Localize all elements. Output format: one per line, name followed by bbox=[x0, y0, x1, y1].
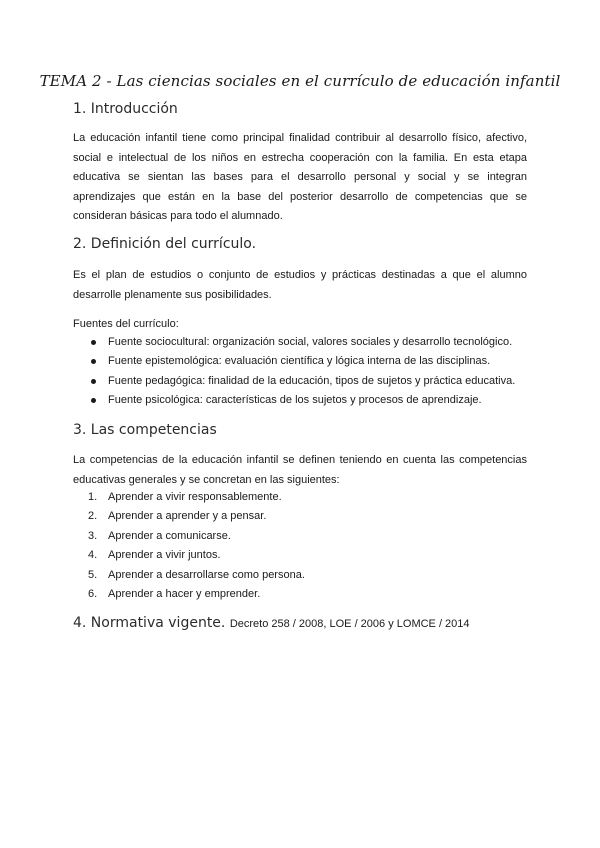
list-number: 1. bbox=[88, 491, 98, 503]
paragraph-competencias bbox=[73, 451, 527, 490]
list-item bbox=[108, 333, 515, 352]
list-number: 5. bbox=[88, 568, 98, 581]
list-item bbox=[108, 391, 515, 410]
list-item-text: Fuente psicológica: características de los sujetos y procesos de aprendizaje. bbox=[108, 394, 482, 407]
list-item bbox=[88, 546, 305, 565]
section-heading-competencias: 3. Las competencias bbox=[73, 422, 217, 438]
paragraph-line: social e intelectual de los niños en estrecha cooperación con la familia. En esta etapa bbox=[73, 151, 527, 164]
list-item-text: Fuente epistemológica: evaluación científica y lógica interna de las disciplinas. bbox=[108, 355, 491, 368]
list-item-text: Fuente sociocultural: organización social, valores sociales y desarrollo tecnológico. bbox=[108, 336, 513, 348]
list-item-text: Fuente pedagógica: finalidad de la educación, tipos de sujetos y práctica educativa. bbox=[108, 374, 516, 387]
list-item-text: Aprender a vivir responsablemente. bbox=[108, 491, 282, 503]
paragraph-introduccion bbox=[73, 129, 527, 227]
sources-label: Fuentes del currículo: bbox=[73, 318, 179, 330]
paragraph-line: consideran básicas para todo el alumnado. bbox=[73, 210, 283, 223]
list-item-text: Aprender a comunicarse. bbox=[108, 529, 231, 542]
list-number: 6. bbox=[88, 587, 98, 600]
list-item bbox=[88, 507, 305, 526]
normativa-heading-text: 4. Normativa vigente. bbox=[73, 615, 226, 631]
list-item bbox=[88, 488, 305, 507]
list-item bbox=[108, 372, 515, 391]
list-item bbox=[88, 585, 305, 604]
paragraph-line: La competencias de la educación infantil se definen teniendo en cuenta las competencias bbox=[73, 454, 527, 466]
paragraph-line: desarrolle plenamente sus posibilidades. bbox=[73, 288, 272, 301]
bullet-icon bbox=[91, 398, 96, 403]
list-item-text: Aprender a desarrollarse como persona. bbox=[108, 568, 305, 581]
list-item-text: Aprender a hacer y emprender. bbox=[108, 587, 261, 600]
paragraph-line: educativas generales y se concretan en las siguientes: bbox=[73, 473, 340, 486]
list-item bbox=[88, 527, 305, 546]
paragraph-line: Es el plan de estudios o conjunto de estudios y prácticas destinadas a que el alumno bbox=[73, 269, 527, 281]
list-item-text: Aprender a aprender y a pensar. bbox=[108, 510, 267, 523]
paragraph-line: La educación infantil tiene como principal finalidad contribuir al desarrollo físico, afectivo, bbox=[73, 132, 527, 144]
competencias-list bbox=[88, 488, 305, 604]
list-number: 3. bbox=[88, 529, 98, 542]
list-item bbox=[88, 566, 305, 585]
section-heading-introduccion: 1. Introducción bbox=[73, 101, 178, 117]
bullet-icon bbox=[91, 379, 96, 384]
bullet-icon bbox=[91, 340, 96, 345]
paragraph-definicion bbox=[73, 266, 527, 305]
document-title: TEMA 2 - Las ciencias sociales en el currículo de educación infantil bbox=[39, 72, 561, 90]
list-item-text: Aprender a vivir juntos. bbox=[108, 549, 221, 562]
bullet-icon bbox=[91, 359, 96, 364]
paragraph-line: aprendizajes que están en la base del posterior desarrollo de competencias que se bbox=[73, 190, 527, 203]
list-item bbox=[108, 352, 515, 371]
section-heading-normativa bbox=[73, 615, 470, 631]
section-heading-definicion: 2. Definición del currículo. bbox=[73, 236, 257, 252]
list-number: 2. bbox=[88, 510, 98, 523]
sources-list bbox=[108, 333, 515, 411]
normativa-detail: Decreto 258 / 2008, LOE / 2006 y LOMCE / 2014 bbox=[229, 618, 470, 630]
list-number: 4. bbox=[88, 549, 98, 562]
paragraph-line: educativa se sientan las bases para el desarrollo personal y social y se integran bbox=[73, 171, 527, 184]
